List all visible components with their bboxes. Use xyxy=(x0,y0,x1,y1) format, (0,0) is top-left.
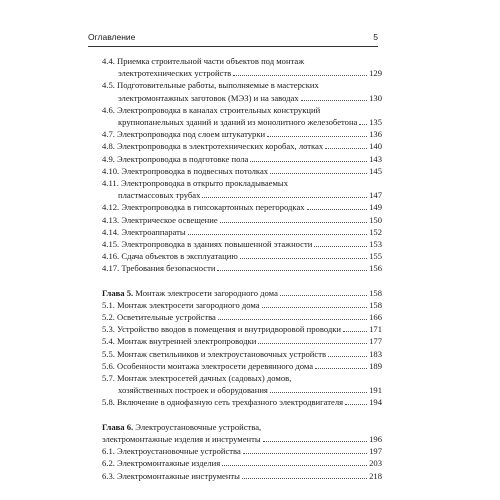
dot-leader xyxy=(233,69,367,76)
toc-entry[interactable] xyxy=(102,79,382,103)
toc-entry[interactable] xyxy=(102,128,382,140)
dot-leader xyxy=(250,155,367,162)
toc-entry-title: 4.16. Сдача объектов в эксплуатацию xyxy=(102,251,238,262)
toc-page-number: 197 xyxy=(369,446,382,457)
dot-leader xyxy=(220,216,367,223)
toc-page-number: 171 xyxy=(369,324,382,335)
toc-line-wrap xyxy=(102,214,382,226)
toc-entry-title: 5.5. Монтаж светильников и электроустановочных устройств xyxy=(102,348,327,359)
toc-page-number: 183 xyxy=(369,348,382,359)
toc-entry[interactable] xyxy=(102,299,382,311)
toc-line xyxy=(102,153,382,165)
toc-entry-title: Глава 5. Монтаж электросети загородного дома xyxy=(102,287,278,298)
toc-entry-title: пластмассовых трубах xyxy=(118,190,201,201)
toc-line-wrap xyxy=(102,226,382,238)
toc-line-wrap xyxy=(102,360,382,372)
toc-line-wrap xyxy=(102,165,382,177)
dot-leader xyxy=(280,289,367,296)
toc-line xyxy=(102,457,382,469)
toc-page-number: 152 xyxy=(369,226,382,237)
toc-page-number: 153 xyxy=(369,239,382,250)
toc-page-number: 177 xyxy=(369,336,382,347)
toc-line xyxy=(102,165,382,177)
toc-line xyxy=(102,238,382,250)
toc-line xyxy=(118,384,382,396)
toc-entry-title: электротехнических устройств xyxy=(118,68,232,79)
toc-line xyxy=(102,262,382,274)
dot-leader xyxy=(359,118,367,125)
toc-line-wrap xyxy=(102,92,382,104)
toc-line: 4.6. Электропроводка в каналах строительных конструкций xyxy=(102,104,321,115)
dot-leader xyxy=(345,398,367,405)
toc-page-number: 143 xyxy=(369,153,382,164)
toc-entry[interactable] xyxy=(102,153,382,165)
toc-entry-title: 6.2. Электромонтажные изделия xyxy=(102,458,221,469)
toc-entry-title: крупнопанельных зданий и зданий из монолитного железобетона xyxy=(118,117,358,128)
toc-entry[interactable] xyxy=(102,177,382,201)
toc-line xyxy=(102,299,382,311)
dot-leader xyxy=(217,264,367,271)
toc-entry-title: 5.3. Устройство вводов в помещения и внутридворовой проводки xyxy=(102,324,342,335)
toc-line xyxy=(102,335,382,347)
toc-line-wrap xyxy=(102,470,382,482)
toc-entry[interactable] xyxy=(102,323,382,335)
toc-line-wrap xyxy=(102,128,382,140)
toc-entry[interactable] xyxy=(102,311,382,323)
toc-entry[interactable] xyxy=(102,238,382,250)
dot-leader xyxy=(222,459,367,466)
toc-line-wrap xyxy=(102,348,382,360)
toc-entry[interactable] xyxy=(102,250,382,262)
toc-line xyxy=(118,92,382,104)
toc-page-number: 156 xyxy=(369,263,382,274)
dot-leader xyxy=(262,301,367,308)
toc-line-wrap xyxy=(102,67,382,79)
dot-leader xyxy=(258,337,367,344)
toc-entry[interactable] xyxy=(102,140,382,152)
chapter-label: Глава 5. xyxy=(102,287,134,298)
toc-line xyxy=(102,214,382,226)
toc-entry-title: 6.3. Электромонтажные инструменты xyxy=(102,470,240,481)
toc-line xyxy=(118,189,382,201)
toc-line xyxy=(102,311,382,323)
dot-leader xyxy=(218,313,367,320)
toc-entry[interactable] xyxy=(102,55,382,79)
toc-entry-title: 4.8. Электропроводка в электротехнических коробах, лотках xyxy=(102,141,324,152)
toc-entry[interactable] xyxy=(102,445,382,457)
toc-entry[interactable] xyxy=(102,262,382,274)
toc-entry-title: хозяйственных построек и оборудования xyxy=(118,385,268,396)
toc-entry[interactable] xyxy=(102,214,382,226)
toc-line-wrap xyxy=(102,201,382,213)
toc-line-wrap xyxy=(102,153,382,165)
toc-entry-title: 5.2. Осветительные устройства xyxy=(102,312,216,323)
dot-leader xyxy=(243,447,367,454)
toc-entry[interactable] xyxy=(102,165,382,177)
dot-leader xyxy=(270,167,367,174)
toc-page-number: 155 xyxy=(369,251,382,262)
toc-page-number: 189 xyxy=(369,360,382,371)
toc-entry[interactable] xyxy=(102,348,382,360)
toc-entry[interactable] xyxy=(102,104,382,128)
dot-leader xyxy=(267,130,367,137)
toc-entry-title: 4.14. Электроаппараты xyxy=(102,226,186,237)
toc-entry-title: 4.13. Электрическое освещение xyxy=(102,214,218,225)
dot-leader xyxy=(314,240,367,247)
toc-line-wrap xyxy=(102,335,382,347)
toc-page-number: 191 xyxy=(369,385,382,396)
toc-entry-title: 5.4. Монтаж внутренней электропроводки xyxy=(102,336,257,347)
dot-leader xyxy=(307,203,368,210)
toc-page-number: 203 xyxy=(369,458,382,469)
section-gap xyxy=(102,409,382,421)
toc-page-number: 196 xyxy=(369,433,382,444)
toc-line-wrap xyxy=(102,396,382,408)
dot-leader xyxy=(270,386,367,393)
dot-leader xyxy=(328,350,367,357)
dot-leader xyxy=(301,94,367,101)
toc-line xyxy=(102,201,382,213)
toc-page-number: 145 xyxy=(369,165,382,176)
toc-page-number: 149 xyxy=(369,202,382,213)
toc-page-number: 150 xyxy=(369,214,382,225)
toc-page-number: 140 xyxy=(369,141,382,152)
dot-leader xyxy=(242,471,367,478)
toc-line xyxy=(102,250,382,262)
toc-page-number: 129 xyxy=(369,68,382,79)
toc-line xyxy=(102,433,382,445)
toc-entry-title: 6.1. Электроустановочные устройства xyxy=(102,446,241,457)
dot-leader xyxy=(263,435,367,442)
toc-page-number: 194 xyxy=(369,397,382,408)
toc-line-wrap xyxy=(102,262,382,274)
header-title: Оглавление xyxy=(88,32,136,42)
toc-line xyxy=(102,140,382,152)
toc-entry[interactable] xyxy=(102,335,382,347)
toc-page-number: 158 xyxy=(369,287,382,298)
section-gap xyxy=(102,275,382,287)
toc-line xyxy=(102,445,382,457)
toc-page-number: 166 xyxy=(369,312,382,323)
toc-entry-title: 5.8. Включение в однофазную сеть трехфазного электродвигателя xyxy=(102,397,344,408)
toc-line: 4.11. Электропроводка в открыто прокладываемых xyxy=(102,178,288,189)
toc-page-number: 218 xyxy=(369,470,382,481)
toc-entry-title: 4.7. Электропроводка под слоем штукатурки xyxy=(102,129,266,140)
toc-line xyxy=(102,470,382,482)
toc-entry-title: 4.17. Требования безопасности xyxy=(102,263,216,274)
chapter-heading[interactable] xyxy=(102,421,382,445)
toc-line-wrap xyxy=(102,116,382,128)
toc-line: 4.4. Приемка строительной части объектов под монтаж xyxy=(102,56,305,66)
toc-line-wrap xyxy=(102,445,382,457)
toc-line-wrap xyxy=(102,384,382,396)
toc-entry[interactable] xyxy=(102,360,382,372)
toc-entry-title: 5.1. Монтаж электросети загородного дома xyxy=(102,299,260,310)
toc-entry-title: электромонтажных заготовок (МЭЗ) и на заводах xyxy=(118,92,299,103)
dot-leader xyxy=(325,142,367,149)
header-page-number: 5 xyxy=(373,32,378,42)
toc-entry-title: 4.9. Электропроводка в подготовке пола xyxy=(102,153,249,164)
toc-entry[interactable] xyxy=(102,457,382,469)
toc-line-wrap xyxy=(102,238,382,250)
toc-line xyxy=(118,116,382,128)
toc-line: 5.7. Монтаж электросетей дачных (садовых) домов, xyxy=(102,373,292,384)
chapter-heading[interactable] xyxy=(102,287,382,299)
toc-line xyxy=(102,360,382,372)
toc-line: Глава 6. Электроустановочные устройства, xyxy=(102,421,262,432)
toc-entry[interactable] xyxy=(102,470,382,482)
toc-page-number: 135 xyxy=(369,117,382,128)
toc-line-wrap xyxy=(102,311,382,323)
toc-entry-title: 5.6. Особенности монтажа электросети деревянного дома xyxy=(102,360,314,371)
toc-line-wrap xyxy=(102,299,382,311)
toc-line-wrap xyxy=(102,323,382,335)
toc-entry[interactable] xyxy=(102,226,382,238)
toc-line xyxy=(102,323,382,335)
toc-page-number: 130 xyxy=(369,92,382,103)
toc-line xyxy=(102,226,382,238)
dot-leader xyxy=(343,325,367,332)
toc-line-wrap xyxy=(102,189,382,201)
toc-entry[interactable] xyxy=(102,201,382,213)
toc-page-number: 147 xyxy=(369,190,382,201)
chapter-label: Глава 6. xyxy=(102,421,134,432)
toc-line-wrap xyxy=(102,457,382,469)
running-header xyxy=(88,32,378,47)
toc-line-wrap xyxy=(102,250,382,262)
table-of-contents xyxy=(102,55,382,482)
dot-leader xyxy=(315,362,367,369)
dot-leader xyxy=(202,191,367,198)
toc-entry[interactable] xyxy=(102,396,382,408)
toc-line-wrap xyxy=(102,140,382,152)
dot-leader xyxy=(240,252,367,259)
toc-entry-title: 4.12. Электропроводка в гипсокартонных перегородках xyxy=(102,202,305,213)
toc-line xyxy=(102,396,382,408)
toc-line xyxy=(118,67,382,79)
toc-entry-title: электромонтажные изделия и инструменты xyxy=(102,433,261,444)
toc-entry-title: 4.15. Электропроводка в зданиях повышенной этажности xyxy=(102,239,313,250)
toc-entry[interactable] xyxy=(102,372,382,396)
toc-line xyxy=(102,287,382,299)
toc-line xyxy=(102,128,382,140)
dot-leader xyxy=(188,228,367,235)
toc-line: 4.5. Подготовительные работы, выполняемые в мастерских xyxy=(102,80,319,91)
toc-line xyxy=(102,348,382,360)
toc-entry-title: 4.10. Электропроводка в подвесных потолках xyxy=(102,165,269,176)
toc-page-number: 136 xyxy=(369,129,382,140)
toc-page-number: 158 xyxy=(369,299,382,310)
